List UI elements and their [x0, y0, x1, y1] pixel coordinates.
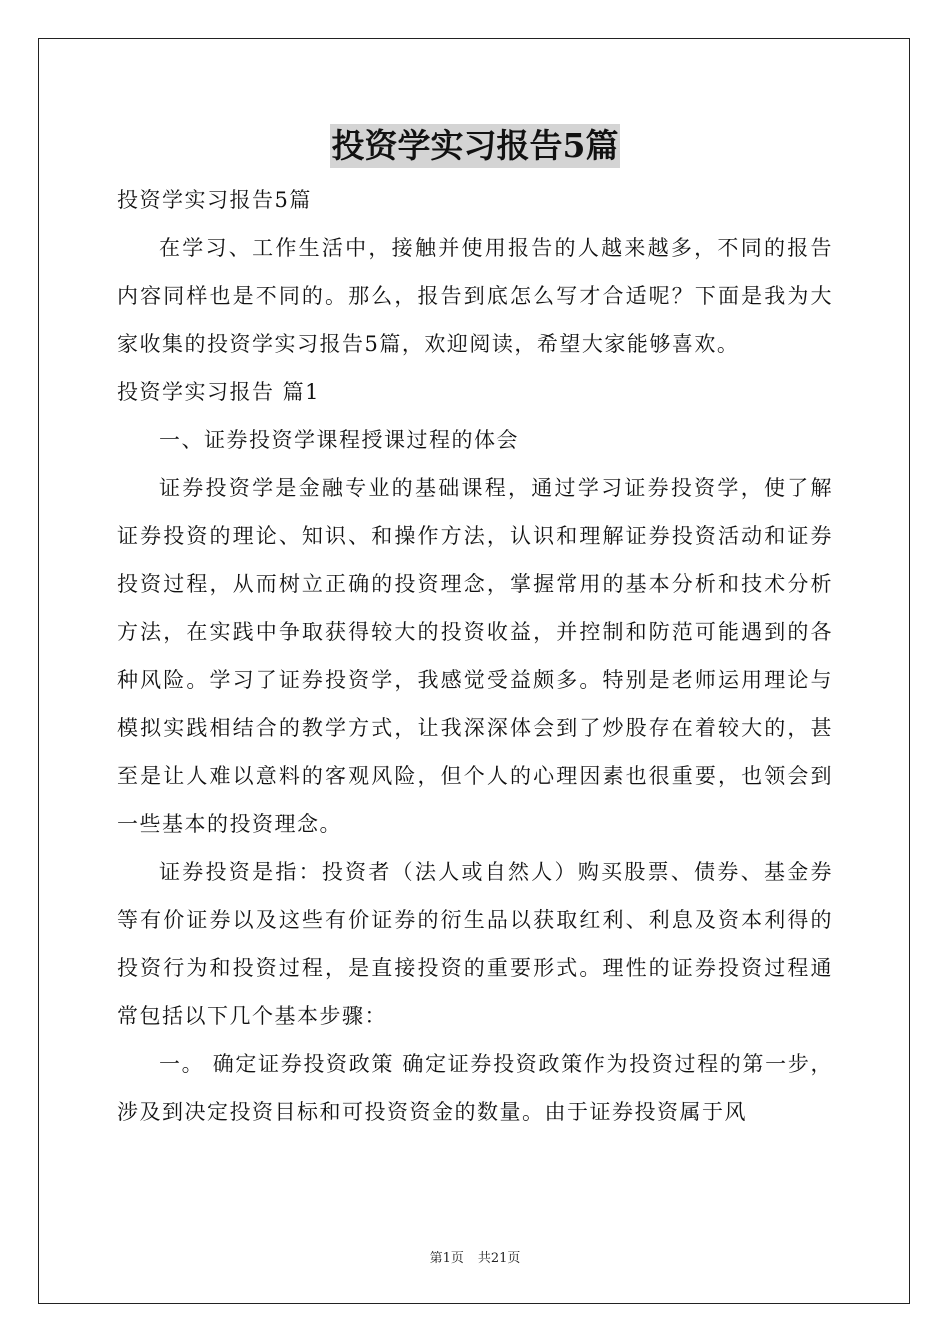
- section-heading: 投资学实习报告 篇1: [117, 380, 321, 404]
- document-title: 投资学实习报告5篇: [330, 124, 621, 168]
- page-number: 第1页: [429, 1251, 464, 1266]
- subtitle-line: 投资学实习报告5篇: [117, 188, 312, 212]
- title-wrap: [0, 124, 950, 168]
- page-total: 共21页: [477, 1251, 521, 1266]
- document-body: [117, 176, 833, 1136]
- body-paragraph: 一。 确定证券投资政策 确定证券投资政策作为投资过程的第一步，涉及到决定投资目标和可投资资金的数量。由于证券投资属于风: [117, 1052, 833, 1124]
- intro-paragraph: 在学习、工作生活中，接触并使用报告的人越来越多，不同的报告内容同样也是不同的。那么，报告到底怎么写才合适呢？下面是我为大家收集的投资学实习报告5篇，欢迎阅读，希望大家能够喜欢。: [117, 236, 833, 356]
- body-paragraph: 证券投资是指：投资者（法人或自然人）购买股票、债券、基金券等有价证券以及这些有价证券的衍生品以获取红利、利息及资本利得的投资行为和投资过程，是直接投资的重要形式。理性的证券投资过程通常包括以下几个基本步骤：: [117, 860, 833, 1028]
- sub-heading: 一、证券投资学课程授课过程的体会: [159, 428, 519, 452]
- body-paragraph: 证券投资学是金融专业的基础课程，通过学习证券投资学，使了解证券投资的理论、知识、和操作方法，认识和理解证券投资活动和证券投资过程，从而树立正确的投资理念，掌握常用的基本分析和技术分析方法，在实践中争取获得较大的投资收益，并控制和防范可能遇到的各种风险。学习了证券投资学，我感觉受益颇多。特别是老师运用理论与模拟实践相结合的教学方式，让我深深体会到了炒股存在着较大的，甚至是让人难以意料的客观风险，但个人的心理因素也很重要，也领会到一些基本的投资理念。: [117, 476, 833, 836]
- page-footer: [0, 1247, 950, 1266]
